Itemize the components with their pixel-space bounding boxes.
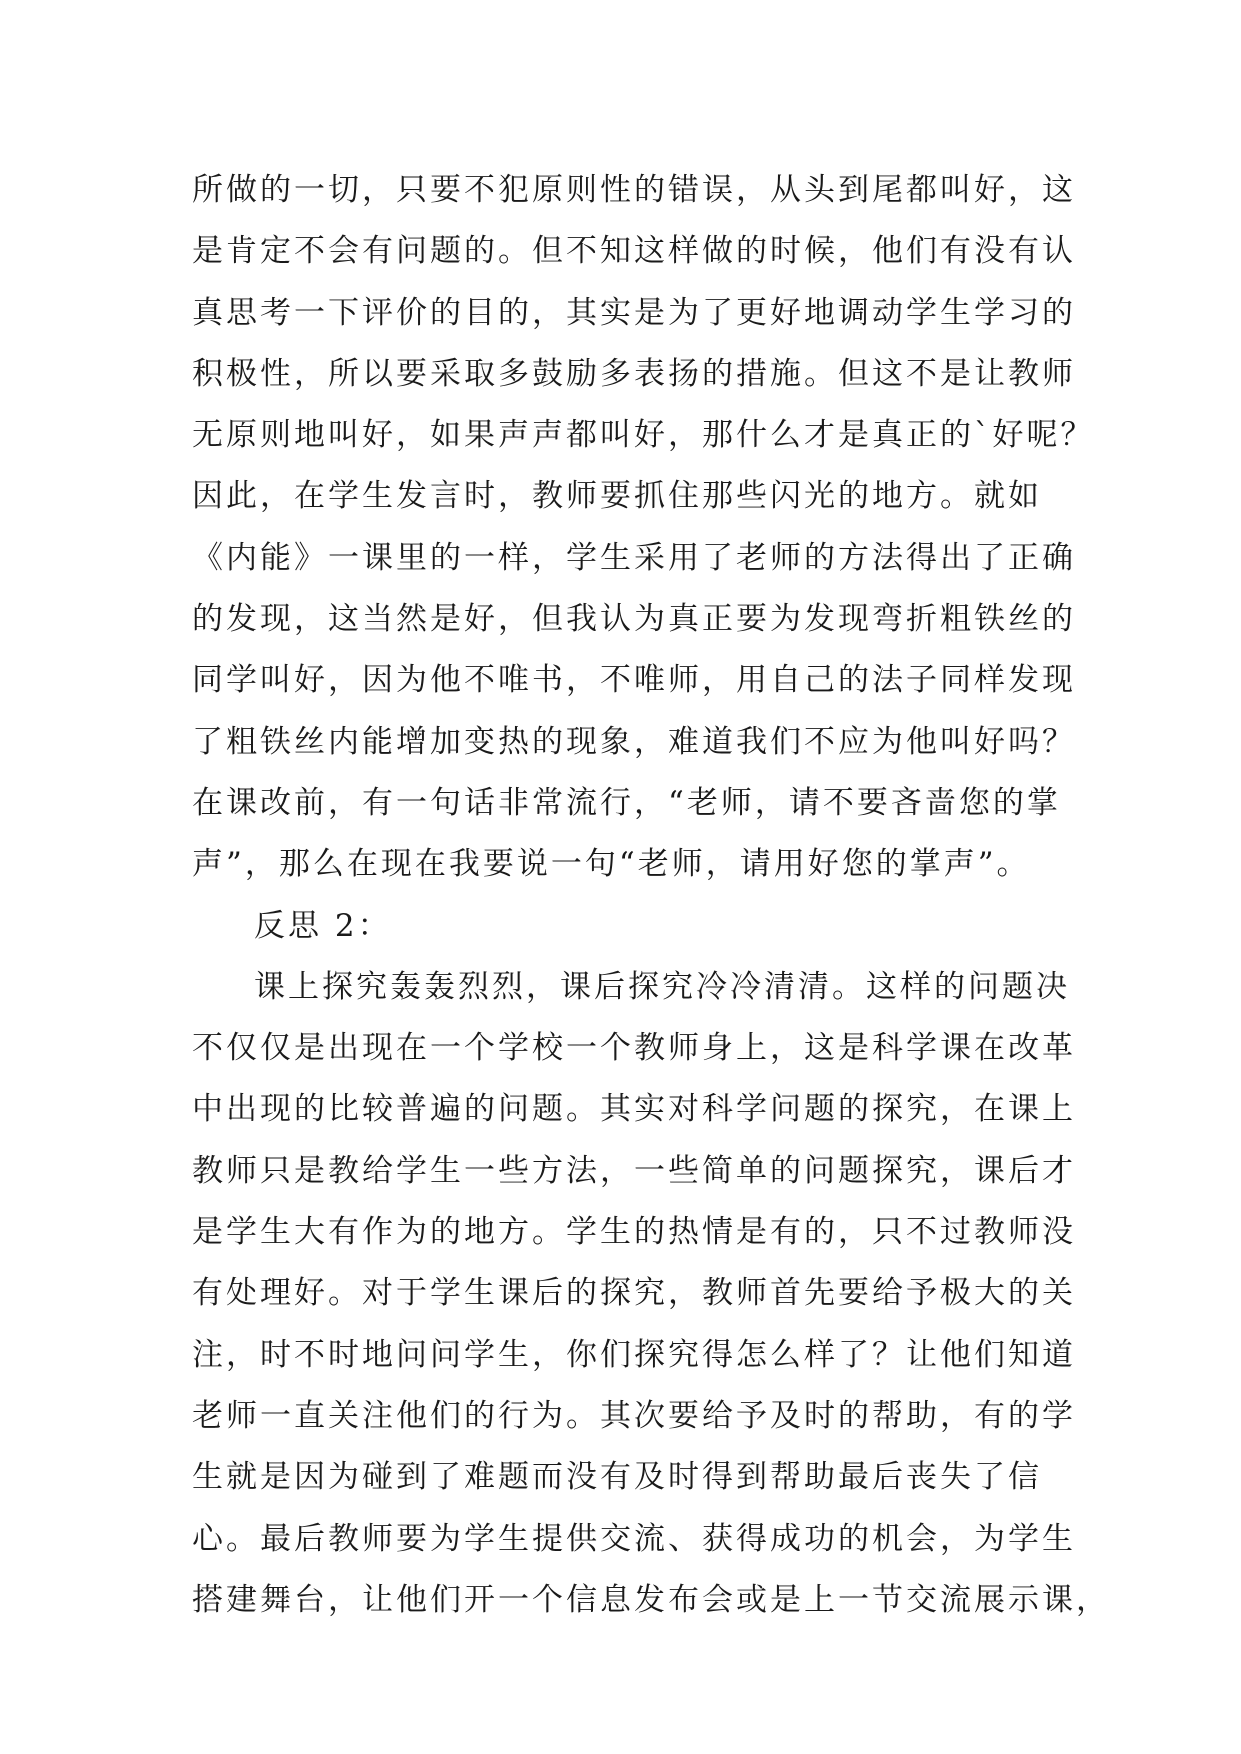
paragraph-line: 老师一直关注他们的行为。其次要给予及时的帮助，有的学 — [192, 1397, 1076, 1434]
paragraph-line: 同学叫好，因为他不唯书，不唯师，用自己的法子同样发现 — [192, 662, 1076, 699]
paragraph-line: 因此，在学生发言时，教师要抓住那些闪光的地方。就如 — [192, 478, 1042, 515]
paragraph-line: 积极性，所以要采取多鼓励多表扬的措施。但这不是让教师 — [192, 355, 1076, 392]
paragraph-line: 不仅仅是出现在一个学校一个教师身上，这是科学课在改革 — [192, 1030, 1076, 1067]
paragraph-line: 有处理好。对于学生课后的探究，教师首先要给予极大的关 — [192, 1275, 1076, 1312]
paragraph-line: 心。最后教师要为学生提供交流、获得成功的机会，为学生 — [192, 1520, 1076, 1557]
paragraph-line: 真思考一下评价的目的，其实是为了更好地调动学生学习的 — [192, 294, 1076, 331]
paragraph-line: 教师只是教给学生一些方法，一些简单的问题探究，课后才 — [192, 1152, 1076, 1189]
section-heading: 反思 2： — [254, 907, 392, 944]
paragraph-line: 在课改前，有一句话非常流行，“老师，请不要吝啬您的掌 — [192, 784, 1061, 821]
paragraph-line: 中出现的比较普遍的问题。其实对科学问题的探究，在课上 — [192, 1091, 1076, 1128]
paragraph-line: 课上探究轰轰烈烈，课后探究冷冷清清。这样的问题决 — [254, 968, 1070, 1005]
paragraph-line: 无原则地叫好，如果声声都叫好，那什么才是真正的`好呢？ — [192, 417, 1095, 454]
paragraph-line: 是学生大有作为的地方。学生的热情是有的，只不过教师没 — [192, 1214, 1076, 1251]
paragraph-line: 所做的一切，只要不犯原则性的错误，从头到尾都叫好，这 — [192, 172, 1076, 208]
paragraph-line: 注，时不时地问问学生，你们探究得怎么样了？让他们知道 — [192, 1336, 1076, 1373]
paragraph-line: 了粗铁丝内能增加变热的现象，难道我们不应为他叫好吗？ — [192, 723, 1076, 760]
paragraph-line: 声”，那么在现在我要说一句“老师，请用好您的掌声”。 — [192, 846, 1031, 883]
paragraph-line: 是肯定不会有问题的。但不知这样做的时候，他们有没有认 — [192, 233, 1076, 270]
paragraph-line: 生就是因为碰到了难题而没有及时得到帮助最后丧失了信 — [192, 1459, 1042, 1496]
paragraph-line: 《内能》一课里的一样，学生采用了老师的方法得出了正确 — [192, 539, 1076, 576]
paragraph-line: 搭建舞台，让他们开一个信息发布会或是上一节交流展示课， — [192, 1581, 1110, 1618]
paragraph-line: 的发现，这当然是好，但我认为真正要为发现弯折粗铁丝的 — [192, 601, 1076, 638]
document-body — [192, 160, 1110, 1631]
